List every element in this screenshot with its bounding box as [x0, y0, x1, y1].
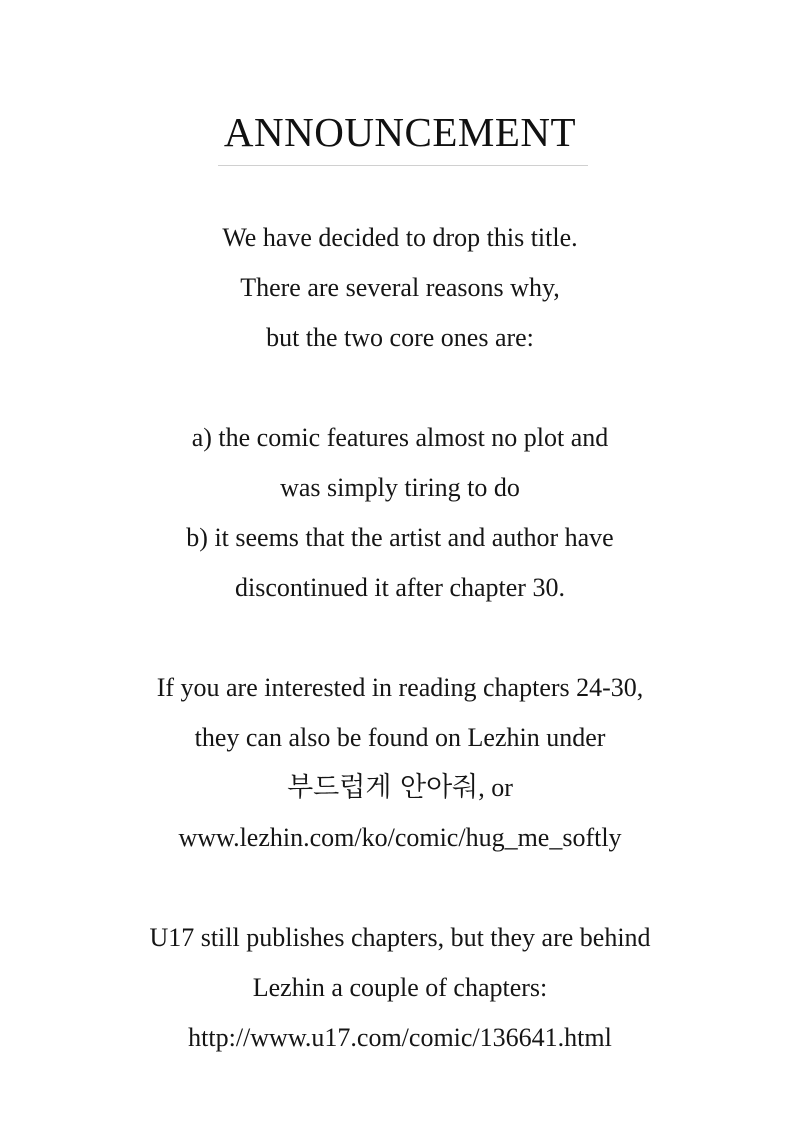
- text-line: they can also be found on Lezhin under: [194, 723, 606, 752]
- u17-url: http://www.u17.com/comic/136641.html: [188, 1023, 612, 1052]
- text-line: was simply tiring to do: [280, 473, 520, 502]
- page-title: ANNOUNCEMENT: [223, 109, 577, 155]
- title-divider: [218, 165, 588, 166]
- text-line: Lezhin a couple of chapters:: [252, 973, 548, 1002]
- text-line: U17 still publishes chapters, but they are behind: [149, 923, 651, 952]
- text-line: a) the comic features almost no plot and: [191, 423, 609, 452]
- lezhin-url: www.lezhin.com/ko/comic/hug_me_softly: [178, 823, 622, 852]
- text-line: discontinued it after chapter 30.: [235, 573, 565, 602]
- korean-title-line: [0, 763, 800, 813]
- text-line: There are several reasons why,: [240, 273, 560, 302]
- text-line: but the two core ones are:: [266, 323, 534, 352]
- korean-title: 부드럽게 안아줘: [287, 772, 479, 803]
- paragraph-spacer: [0, 613, 800, 663]
- announcement-body: [0, 213, 800, 1063]
- text-line: We have decided to drop this title.: [222, 223, 578, 252]
- text-line: b) it seems that the artist and author have: [186, 523, 614, 552]
- text-line: If you are interested in reading chapters 24-30,: [156, 673, 644, 702]
- paragraph-spacer: [0, 363, 800, 413]
- korean-title-suffix: , or: [478, 773, 513, 802]
- paragraph-spacer: [0, 863, 800, 913]
